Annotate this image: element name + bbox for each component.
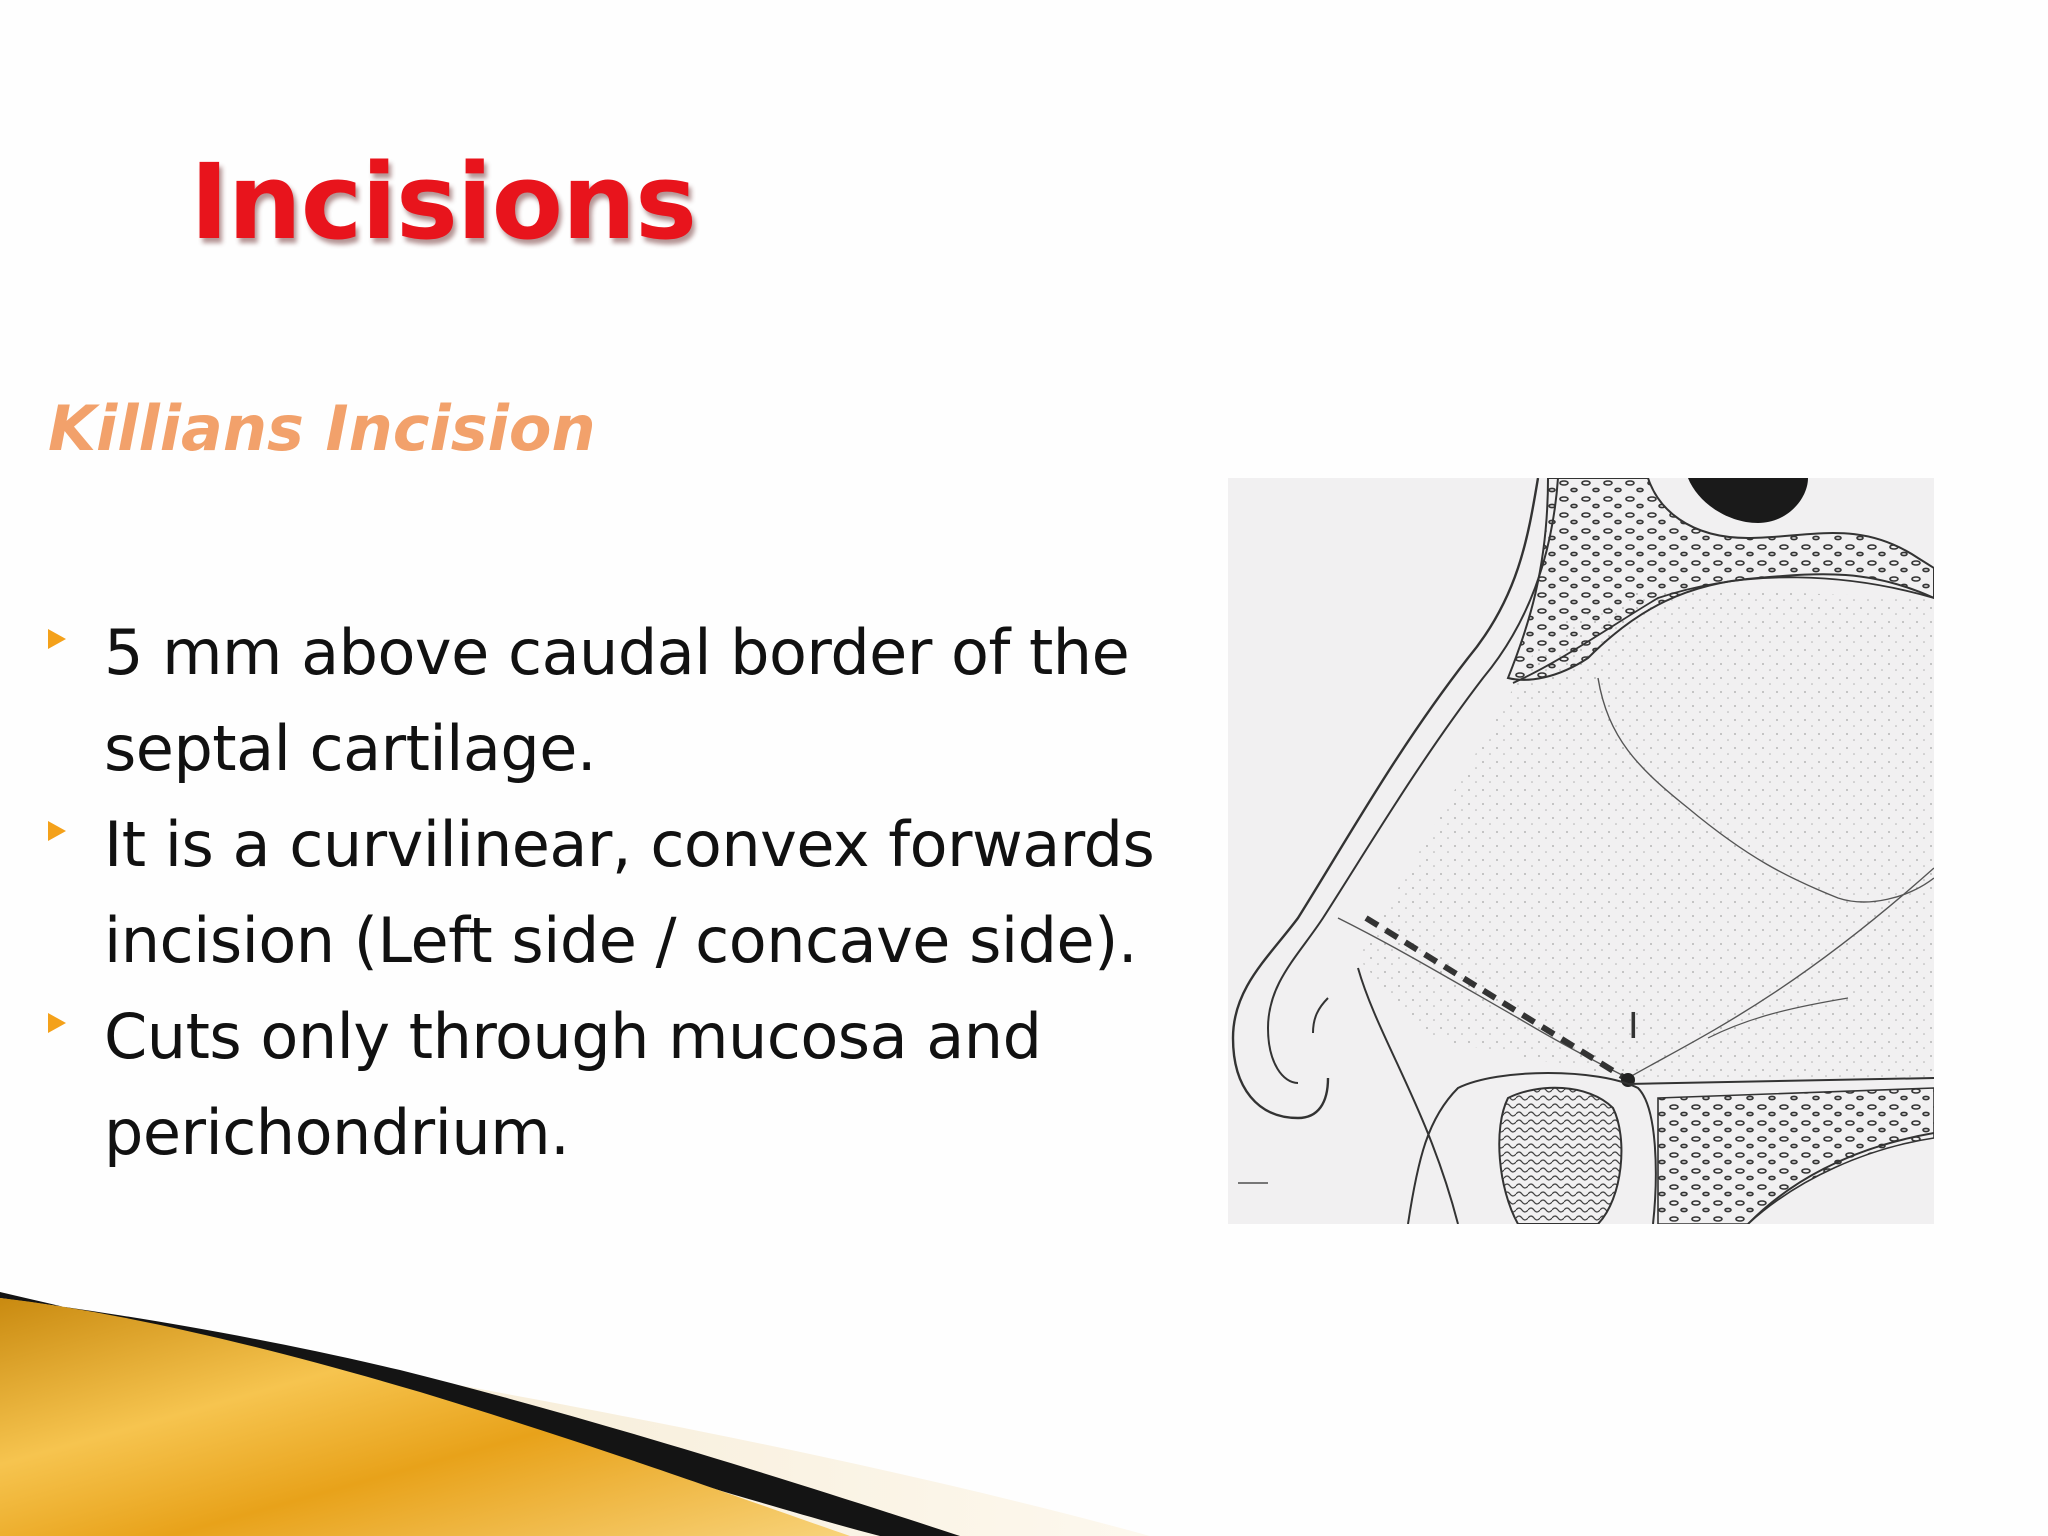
bullet-arrow-icon — [48, 1013, 66, 1033]
slide-subtitle: Killians Incision — [48, 392, 596, 465]
bullet-text: 5 mm above caudal border of the septal cartilage. — [104, 616, 1130, 785]
bullet-arrow-icon — [48, 629, 66, 649]
bullet-item — [48, 605, 1178, 797]
figure-label: I — [1628, 1006, 1639, 1047]
bullet-text: It is a curvilinear, convex forwards incision (Left side / concave side). — [104, 808, 1155, 977]
bullet-arrow-icon — [48, 821, 66, 841]
bullet-item — [48, 797, 1178, 989]
bullet-text: Cuts only through mucosa and perichondrium. — [104, 1000, 1042, 1169]
slide-title: Incisions — [190, 141, 696, 263]
bullet-item — [48, 989, 1178, 1181]
bullet-list — [48, 605, 1178, 1181]
nasal-septum-diagram — [1228, 478, 1934, 1224]
